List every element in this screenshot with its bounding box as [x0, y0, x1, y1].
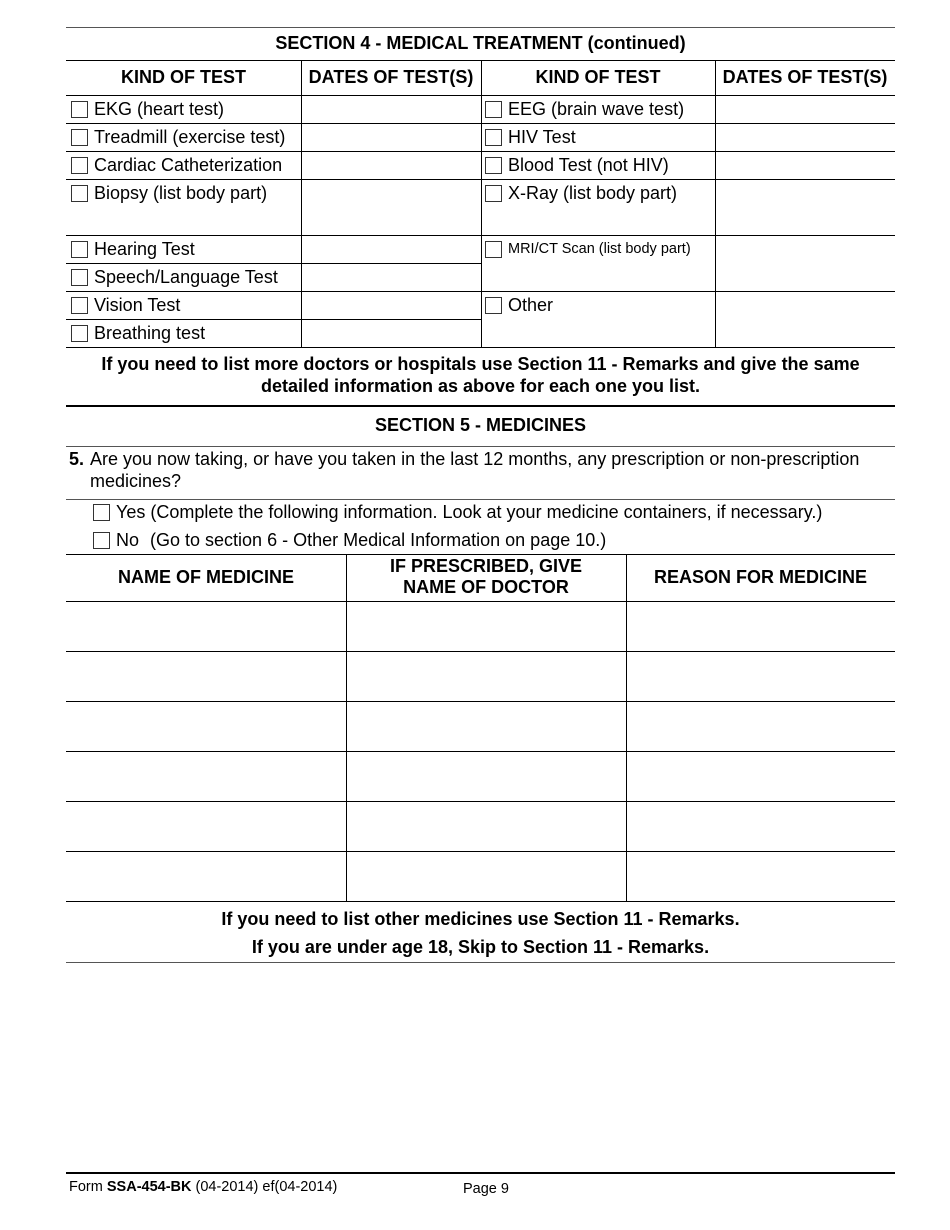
col-header-medicine-name: NAME OF MEDICINE	[117, 567, 294, 587]
col-header-reason: REASON FOR MEDICINE	[653, 567, 867, 587]
test-item-eeg: EEG (brain wave test)	[485, 98, 684, 120]
test-item-xray: X-Ray (list body part)	[485, 182, 677, 204]
doctor-name-field[interactable]	[347, 802, 625, 850]
date-field-treadmill[interactable]	[302, 124, 480, 150]
section5-note-line1: If you need to list other medicines use Section 11 - Remarks.	[221, 909, 740, 929]
breathing-checkbox[interactable]	[71, 325, 88, 342]
section4-title: SECTION 4 - MEDICAL TREATMENT (continued)	[275, 33, 686, 53]
doctor-name-field[interactable]	[347, 702, 625, 750]
reason-field[interactable]	[627, 852, 894, 900]
form-edition: (04-2014) ef(04-2014)	[195, 1179, 338, 1195]
eeg-checkbox[interactable]	[485, 101, 502, 118]
medicine-name-field[interactable]	[67, 702, 345, 750]
question-text-line1: Are you now taking, or have you taken in the last 12 months, any prescription or non-prescription	[90, 449, 860, 469]
medicine-table-bottom	[66, 901, 895, 902]
date-field-vision[interactable]	[302, 292, 480, 318]
date-field-ekg[interactable]	[302, 96, 480, 122]
section4-note-line1: If you need to list more doctors or hospitals use Section 11 - Remarks and give the same	[101, 354, 860, 374]
test-item-breathing: Breathing test	[71, 322, 205, 344]
date-field-blood[interactable]	[716, 152, 894, 178]
section5-note-line2: If you are under age 18, Skip to Section 11 - Remarks.	[251, 937, 710, 957]
form-number: SSA-454-BK	[106, 1179, 192, 1195]
hiv-checkbox[interactable]	[485, 129, 502, 146]
xray-checkbox[interactable]	[485, 185, 502, 202]
divider	[481, 60, 482, 347]
question-number: 5.	[69, 449, 85, 469]
reason-field[interactable]	[627, 602, 894, 650]
col-header-kind-right: KIND OF TEST	[535, 67, 661, 87]
reason-field[interactable]	[627, 752, 894, 800]
date-field-hearing[interactable]	[302, 236, 480, 262]
col-header-dates-left: DATES OF TEST(S)	[308, 67, 474, 87]
date-field-breathing[interactable]	[302, 320, 480, 346]
test-item-blood: Blood Test (not HIV)	[485, 154, 669, 176]
section4-note-line2: detailed information as above for each one you list.	[260, 376, 701, 396]
doctor-name-field[interactable]	[347, 602, 625, 650]
col-header-kind-left: KIND OF TEST	[121, 67, 246, 87]
date-field-hiv[interactable]	[716, 124, 894, 150]
col-header-doctor: IF PRESCRIBED, GIVE NAME OF DOCTOR	[389, 556, 583, 597]
yes-checkbox[interactable]	[93, 504, 110, 521]
test-item-cardiac-cath: Cardiac Catheterization	[71, 154, 282, 176]
test-item-ekg: EKG (heart test)	[71, 98, 224, 120]
test-item-biopsy: Biopsy (list body part)	[71, 182, 267, 204]
no-instruction: (Go to section 6 - Other Medical Information on page 10.)	[150, 529, 607, 550]
rule	[66, 499, 895, 500]
blood-checkbox[interactable]	[485, 157, 502, 174]
treadmill-checkbox[interactable]	[71, 129, 88, 146]
rule	[66, 446, 895, 447]
speech-checkbox[interactable]	[71, 269, 88, 286]
no-option: No (Go to section 6 - Other Medical Information on page 10.)	[93, 529, 606, 551]
reason-field[interactable]	[627, 802, 894, 850]
medicine-name-field[interactable]	[67, 602, 345, 650]
doctor-name-field[interactable]	[347, 752, 625, 800]
mri-ct-checkbox[interactable]	[485, 241, 502, 258]
doctor-name-field[interactable]	[347, 652, 625, 700]
cardiac-cath-checkbox[interactable]	[71, 157, 88, 174]
date-field-biopsy[interactable]	[302, 180, 480, 234]
test-item-hearing: Hearing Test	[71, 238, 195, 260]
col-header-dates-right: DATES OF TEST(S)	[722, 67, 888, 87]
test-item-mri-ct: MRI/CT Scan (list body part)	[485, 238, 691, 260]
yes-option: Yes (Complete the following information. Look at your medicine containers, if necessary.)	[93, 501, 822, 523]
ekg-checkbox[interactable]	[71, 101, 88, 118]
date-field-mri-ct[interactable]	[716, 236, 894, 290]
medicine-name-field[interactable]	[67, 652, 345, 700]
vision-checkbox[interactable]	[71, 297, 88, 314]
page-number: Page 9	[463, 1181, 509, 1197]
section-divider	[66, 405, 895, 407]
rule	[66, 962, 895, 963]
table-bottom-border	[66, 347, 895, 348]
date-field-cardiac-cath[interactable]	[302, 152, 480, 178]
section5-title: SECTION 5 - MEDICINES	[374, 415, 587, 435]
test-item-other: Other	[485, 294, 553, 316]
date-field-eeg[interactable]	[716, 96, 894, 122]
reason-field[interactable]	[627, 652, 894, 700]
medicine-name-field[interactable]	[67, 802, 345, 850]
test-item-speech: Speech/Language Test	[71, 266, 278, 288]
biopsy-checkbox[interactable]	[71, 185, 88, 202]
reason-field[interactable]	[627, 702, 894, 750]
test-item-hiv: HIV Test	[485, 126, 576, 148]
date-field-other[interactable]	[716, 292, 894, 346]
test-item-vision: Vision Test	[71, 294, 180, 316]
date-field-xray[interactable]	[716, 180, 894, 234]
question-text-line2: medicines?	[90, 471, 182, 491]
top-rule	[66, 27, 895, 28]
medicine-name-field[interactable]	[67, 852, 345, 900]
date-field-speech[interactable]	[302, 264, 480, 290]
medicine-table-top	[66, 554, 895, 555]
no-checkbox[interactable]	[93, 532, 110, 549]
medicine-name-field[interactable]	[67, 752, 345, 800]
footer-rule	[66, 1172, 895, 1174]
other-checkbox[interactable]	[485, 297, 502, 314]
doctor-name-field[interactable]	[347, 852, 625, 900]
hearing-checkbox[interactable]	[71, 241, 88, 258]
test-item-treadmill: Treadmill (exercise test)	[71, 126, 285, 148]
form-identifier: Form SSA-454-BK (04-2014) ef(04-2014)	[69, 1179, 338, 1195]
